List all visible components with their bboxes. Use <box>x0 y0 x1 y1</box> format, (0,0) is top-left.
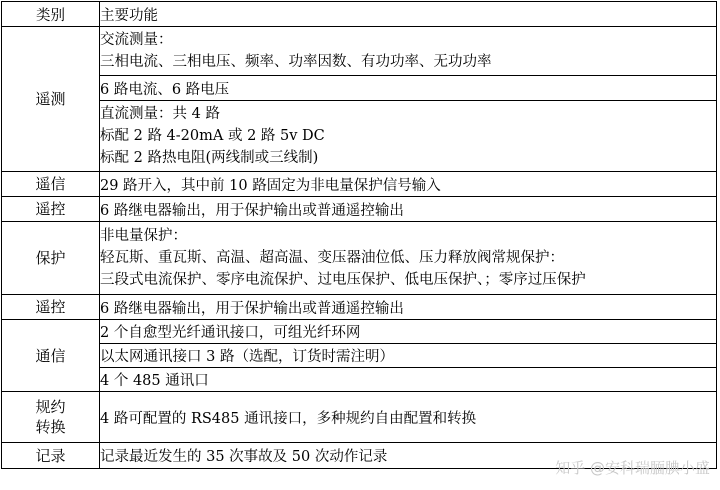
telecontrol-row-2 <box>2 295 717 320</box>
ac-title: 交流测量： <box>100 32 173 48</box>
dc-line-3: 标配 2 路热电阻(两线制或三线制) <box>100 150 319 166</box>
telecontrol-category-1: 遥控 <box>2 197 100 222</box>
communication-line-1: 2 个自愈型光纤通讯接口，可组光纤环网 <box>100 320 717 344</box>
watermark: 知乎 @安科瑞腼腆小盛 <box>555 459 710 477</box>
header-category: 类别 <box>2 2 100 27</box>
telesignal-text: 29 路开入，其中前 10 路固定为非电量保护信号输入 <box>100 172 717 197</box>
communication-line-2: 以太网通讯接口 3 路（选配，订货时需注明） <box>100 344 717 368</box>
protection-line-1: 非电量保护： <box>100 228 187 244</box>
protection-line-3: 三段式电流保护、零序电流保护、过电压保护、低电压保护、；零序过压保护 <box>100 272 586 288</box>
dc-line-2: 标配 2 路 4-20mA 或 2 路 5v DC <box>100 128 325 144</box>
header-function: 主要功能 <box>100 2 717 27</box>
record-category: 记录 <box>2 443 100 469</box>
telesignal-category: 遥信 <box>2 172 100 197</box>
protocol-category <box>2 392 100 443</box>
record-text: 记录最近发生的 35 次事故及 50 次动作记录 <box>100 443 717 469</box>
ac-items: 三相电流、三相电压、频率、功率因数、有功功率、无功功率 <box>100 54 492 70</box>
protocol-text: 4 路可配置的 RS485 通讯接口，多种规约自由配置和转换 <box>100 392 717 443</box>
protocol-row <box>2 392 717 443</box>
protection-line-2: 轻瓦斯、重瓦斯、高温、超高温、变压器油位低、压力释放阀常规保护： <box>100 250 564 266</box>
spec-table <box>1 1 717 469</box>
protocol-category-line-2: 转换 <box>35 418 66 436</box>
protection-category: 保护 <box>2 222 100 295</box>
telemetry-row <box>2 27 717 76</box>
header-row <box>2 2 717 27</box>
telemetry-category: 遥测 <box>2 27 100 172</box>
dc-line-1: 直流测量：共 4 路 <box>100 106 220 122</box>
telecontrol-text-2: 6 路继电器输出，用于保护输出或普通遥控输出 <box>100 295 717 320</box>
telecontrol-text-1: 6 路继电器输出，用于保护输出或普通遥控输出 <box>100 197 717 222</box>
telesignal-row <box>2 172 717 197</box>
telecontrol-category-2: 遥控 <box>2 295 100 320</box>
communication-category: 通信 <box>2 320 100 392</box>
communication-line-3: 4 个 485 通讯口 <box>100 368 717 392</box>
telemetry-channels: 6 路电流、6 路电压 <box>100 76 717 101</box>
telecontrol-row-1 <box>2 197 717 222</box>
communication-row <box>2 320 717 344</box>
protocol-category-line-1: 规约 <box>35 398 66 416</box>
protection-row <box>2 222 717 295</box>
